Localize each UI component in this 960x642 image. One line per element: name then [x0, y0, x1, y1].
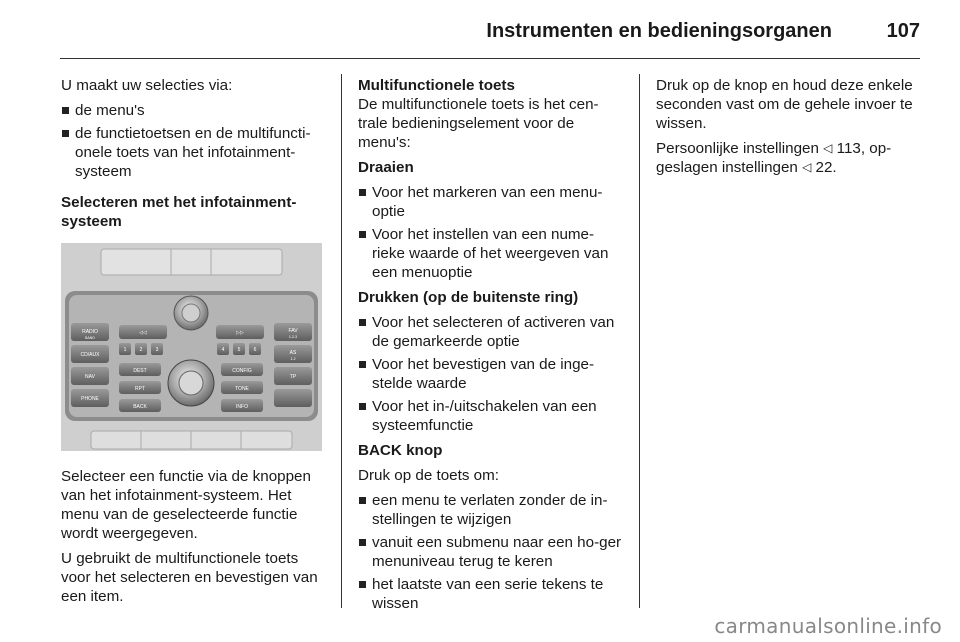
preset-2: 2 [139, 347, 143, 353]
list-item: Voor het in-/uitschakelen van een systeemfunctie [358, 397, 626, 435]
page-title: Instrumenten en bedieningsorganen [486, 20, 832, 42]
paragraph: De multifunctionele toets is het cen-trale bedieningselement voor de menu's: [358, 96, 599, 151]
section-heading: Multifunctionele toets [358, 77, 515, 94]
tp-label: TP [289, 374, 297, 380]
column-1 [61, 76, 327, 612]
column-3 [656, 76, 924, 183]
list-item: de functietoetsen en de multifuncti-onele toets van het infotainment-systeem [61, 124, 327, 181]
list-item: vanuit een submenu naar een ho-ger menuniveau terug te keren [358, 533, 626, 571]
section-heading: Draaien [358, 159, 414, 176]
preset-4: 4 [221, 347, 225, 353]
back-list [358, 491, 626, 613]
info-label: INFO [236, 404, 248, 410]
dest-label: DEST [133, 368, 147, 374]
preset-3: 3 [155, 347, 159, 353]
rotate-list [358, 183, 626, 282]
preset-1: 1 [123, 347, 127, 353]
cdaux-label: CD/AUX [80, 352, 100, 358]
paragraph: Druk op de toets om: [358, 467, 499, 484]
list-item: het laatste van een serie tekens te wissen [358, 575, 626, 613]
radio-label: RADIO [82, 329, 98, 335]
nav-label: NAV [85, 374, 95, 380]
paragraph: U gebruikt de multifunctionele toets voor het selecteren en bevestigen van een item. [61, 550, 318, 605]
paragraph-references: Persoonlijke instellingen ◁ 113, op-geslagen instellingen ◁ 22. [656, 140, 892, 176]
rpt-label: RPT [135, 386, 145, 392]
prev-label: ◁◁ [139, 330, 147, 336]
preset-6: 6 [253, 347, 257, 353]
page-reference-icon[interactable]: ◁ [823, 141, 833, 155]
list-item: een menu te verlaten zonder de in-stellingen te wijzigen [358, 491, 626, 529]
band-label: BAND [85, 336, 95, 340]
tone-label: TONE [235, 386, 249, 392]
press-list [358, 313, 626, 435]
column-2 [358, 76, 626, 619]
section-heading: Drukken (op de buitenste ring) [358, 289, 579, 306]
list-item: de menu's [61, 101, 327, 120]
config-label: CONFIG [232, 368, 252, 374]
intro-text: U maakt uw selecties via: [61, 77, 233, 94]
infotainment-panel-photo [61, 243, 322, 451]
list-item: Voor het instellen van een nume-rieke waarde of het weergeven van een menuoptie [358, 225, 626, 282]
header-rule [60, 58, 920, 59]
fav-label: FAV [288, 328, 298, 334]
page-header [0, 14, 960, 54]
column-divider-2 [639, 74, 640, 608]
back-label: BACK [133, 404, 147, 410]
paragraph: Druk op de knop en houd deze enkele seconden vast om de gehele invoer te wissen. [656, 77, 913, 132]
fav-sub-label: 1-2-3 [288, 335, 298, 339]
footer-watermark: carmanualsonline.info [714, 614, 942, 638]
page-reference-icon[interactable]: ◁ [802, 160, 812, 174]
next-label: ▷▷ [236, 330, 244, 336]
paragraph: Selecteer een functie via de knoppen van het infotainment-systeem. Het menu van de geselecteerde functie wordt weergegeven. [61, 468, 311, 542]
column-divider-1 [341, 74, 342, 608]
list-item: Voor het markeren van een menu-optie [358, 183, 626, 221]
preset-5: 5 [237, 347, 241, 353]
list-item: Voor het selecteren of activeren van de gemarkeerde optie [358, 313, 626, 351]
as-label: AS [289, 350, 297, 356]
as-sub-label: 1-2 [290, 357, 296, 361]
list-item: Voor het bevestigen van de inge-stelde waarde [358, 355, 626, 393]
section-heading: Selecteren met het infotainment-systeem [61, 194, 297, 230]
intro-list [61, 101, 327, 181]
page-number: 107 [886, 20, 920, 42]
phone-label: PHONE [81, 396, 99, 402]
section-heading: BACK knop [358, 442, 443, 459]
infotainment-panel-illustration [61, 243, 322, 451]
